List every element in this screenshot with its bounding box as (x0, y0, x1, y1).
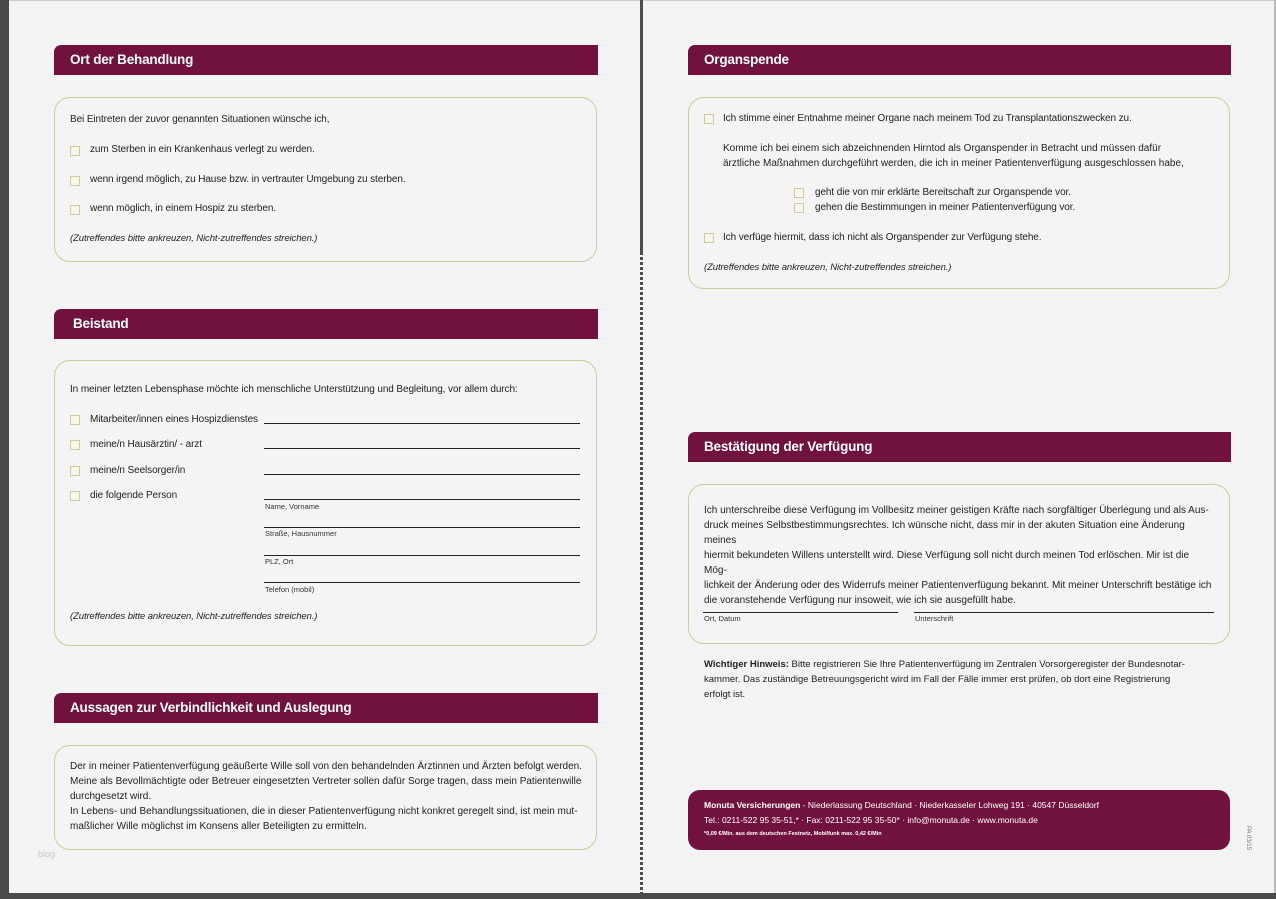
seelsorger-input-line[interactable] (264, 474, 580, 475)
footer-address: - Niederlassung Deutschland · Niederkasseler Lohweg 191 · 40547 Düsseldorf (800, 800, 1099, 810)
important-notice-line-2: kammer. Das zuständige Betreuungsgericht wird im Fall der Fälle immer erst prüfen, ob dort eine Registrierung (704, 674, 1171, 685)
checkbox-hausarzt[interactable] (70, 440, 80, 450)
place-date-input-line[interactable] (703, 612, 898, 613)
ort-intro: Bei Eintreten der zuvor genannten Situationen wünsche ich, (70, 114, 330, 125)
footer-company-name: Monuta Versicherungen (704, 800, 801, 810)
checkbox-bereitschaft-vorrang[interactable] (794, 188, 804, 198)
important-notice-line-1: Bitte registrieren Sie Ihre Patientenverfügung im Zentralen Vorsorgeregister der Bundesnotar- (788, 659, 1185, 670)
important-notice-line-3: erfolgt ist. (704, 689, 746, 700)
checkbox-zu-hause[interactable] (70, 176, 80, 186)
document-id: PA 03/15 (1245, 826, 1251, 850)
aussagen-text (70, 759, 590, 834)
beistand-intro: In meiner letzten Lebensphase möchte ich menschliche Unterstützung und Begleitung, vor allem durch: (70, 384, 518, 395)
aussagen-line-3: durchgesetzt wird. (70, 791, 152, 802)
name-input-line[interactable] (264, 499, 580, 500)
signature-input-line[interactable] (914, 612, 1214, 613)
organspende-note: (Zutreffendes bitte ankreuzen, Nicht-zutreffendes streichen.) (704, 262, 952, 273)
aussagen-line-4: In Lebens- und Behandlungssituationen, die in dieser Patientenverfügung nicht konkret geregelt sind, ist mein mut- (70, 806, 578, 817)
option-zu-hause: wenn irgend möglich, zu Hause bzw. in vertrauter Umgebung zu sterben. (90, 174, 406, 185)
important-notice-label: Wichtiger Hinweis: (704, 659, 789, 670)
option-kein-organspender: Ich verfüge hiermit, dass ich nicht als Organspender zur Verfügung stehe. (723, 232, 1042, 243)
viewer-left-edge (0, 0, 9, 899)
option-hausarzt: meine/n Hausärztin/ - arzt (90, 439, 202, 450)
option-patientenverfuegung-vorrang: gehen die Bestimmungen in meiner Patientenverfügung vor. (815, 202, 1076, 213)
street-input-line[interactable] (264, 527, 580, 528)
option-organspende-zustimmung: Ich stimme einer Entnahme meiner Organe nach meinem Tod zu Transplantationszwecken zu. (723, 113, 1132, 124)
option-hospizdienst: Mitarbeiter/innen eines Hospizdienstes (90, 414, 258, 425)
hospizdienst-input-line[interactable] (264, 423, 580, 424)
section-header-aussagen: Aussagen zur Verbindlichkeit und Auslegung (54, 693, 598, 723)
company-footer (688, 790, 1230, 850)
checkbox-hospizdienst[interactable] (70, 415, 80, 425)
checkbox-organspende-zustimmung[interactable] (704, 114, 714, 124)
bestaetigung-line-4: lichkeit der Änderung oder des Widerrufs meiner Patientenverfügung bekannt. Mit meiner Unterschrift bestätige ich (704, 580, 1212, 591)
checkbox-hospiz[interactable] (70, 205, 80, 215)
phone-field-label: Telefon (mobil) (265, 585, 315, 594)
hausarzt-input-line[interactable] (264, 448, 580, 449)
page-spine-perforation (640, 252, 643, 893)
checkbox-krankenhaus[interactable] (70, 146, 80, 156)
aussagen-line-5: maßlicher Wille möglichst im Konsens aller Beteiligten zu ermitteln. (70, 821, 367, 832)
signature-label: Unterschrift (915, 614, 954, 623)
bestaetigung-line-5: die voranstehende Verfügung nur insoweit, wie ich sie ausgefüllt habe. (704, 595, 1016, 606)
phone-input-line[interactable] (264, 582, 580, 583)
beistand-note: (Zutreffendes bitte ankreuzen, Nicht-zutreffendes streichen.) (70, 611, 318, 622)
viewer-bottom-edge (0, 893, 1276, 899)
watermark-text: blog (38, 849, 56, 859)
checkbox-kein-organspender[interactable] (704, 233, 714, 243)
aussagen-line-1: Der in meiner Patientenverfügung geäußerte Wille soll von den behandelnden Ärztinnen und Ärzten befolgt werden. (70, 761, 582, 772)
option-seelsorger: meine/n Seelsorger/in (90, 465, 186, 476)
city-field-label: PLZ, Ort (265, 557, 294, 566)
footer-pricing-note: *0,09 €/Min. aus dem deutschen Festnetz, Mobilfunk max. 0,42 €/Min (704, 831, 882, 837)
option-bereitschaft-vorrang: geht die von mir erklärte Bereitschaft zur Organspende vor. (815, 187, 1071, 198)
condition-line-1: Komme ich bei einem sich abzeichnenden Hirntod als Organspender in Betracht und müssen dafür (723, 143, 1162, 154)
option-folgende-person: die folgende Person (90, 490, 178, 501)
place-date-label: Ort, Datum (704, 614, 741, 623)
aussagen-line-2: Meine als Bevollmächtigte oder Betreuer eingesetzten Vertreter sollen dafür Sorge tragen, dass mein Patientenwille (70, 776, 582, 787)
condition-line-2: ärztliche Maßnahmen durchgeführt werden, die ich in meiner Patientenverfügung ausgeschlossen habe, (723, 158, 1184, 169)
checkbox-patientenverfuegung-vorrang[interactable] (794, 203, 804, 213)
bestaetigung-text (704, 503, 1214, 608)
section-header-bestaetigung: Bestätigung der Verfügung (688, 432, 1231, 462)
option-hospiz: wenn möglich, in einem Hospiz zu sterben. (90, 203, 276, 214)
option-krankenhaus: zum Sterben in ein Krankenhaus verlegt zu werden. (90, 144, 315, 155)
city-input-line[interactable] (264, 555, 580, 556)
section-header-ort-der-behandlung: Ort der Behandlung (54, 45, 598, 75)
bestaetigung-line-3: hiermit bekundeten Willens unterstellt wird. Diese Verfügung soll nicht durch meinen Tod erlöschen. Mir ist die Mög- (704, 550, 1190, 576)
important-notice (704, 657, 1214, 702)
ort-note: (Zutreffendes bitte ankreuzen, Nicht-zutreffendes streichen.) (70, 233, 318, 244)
checkbox-folgende-person[interactable] (70, 491, 80, 501)
page-top-edge (0, 0, 1276, 1)
section-header-beistand: Beistand (54, 309, 598, 339)
bestaetigung-line-2: druck meines Selbstbestimmungsrechtes. Ich wünsche nicht, dass mir in der akuten Situation eine Änderung meines (704, 520, 1185, 546)
street-field-label: Straße, Hausnummer (265, 529, 337, 538)
bestaetigung-line-1: Ich unterschreibe diese Verfügung im Vollbesitz meiner geistigen Kräfte nach sorgfältiger Überlegung und als Aus- (704, 505, 1209, 516)
footer-contact: Tel.: 0211-522 95 35-51,* · Fax: 0211-522 95 35-50* · info@monuta.de · www.monuta.de (704, 815, 1038, 825)
name-field-label: Name, Vorname (265, 502, 320, 511)
organspende-condition (723, 141, 1223, 171)
checkbox-seelsorger[interactable] (70, 466, 80, 476)
section-header-organspende: Organspende (688, 45, 1231, 75)
beistand-box (54, 360, 597, 646)
